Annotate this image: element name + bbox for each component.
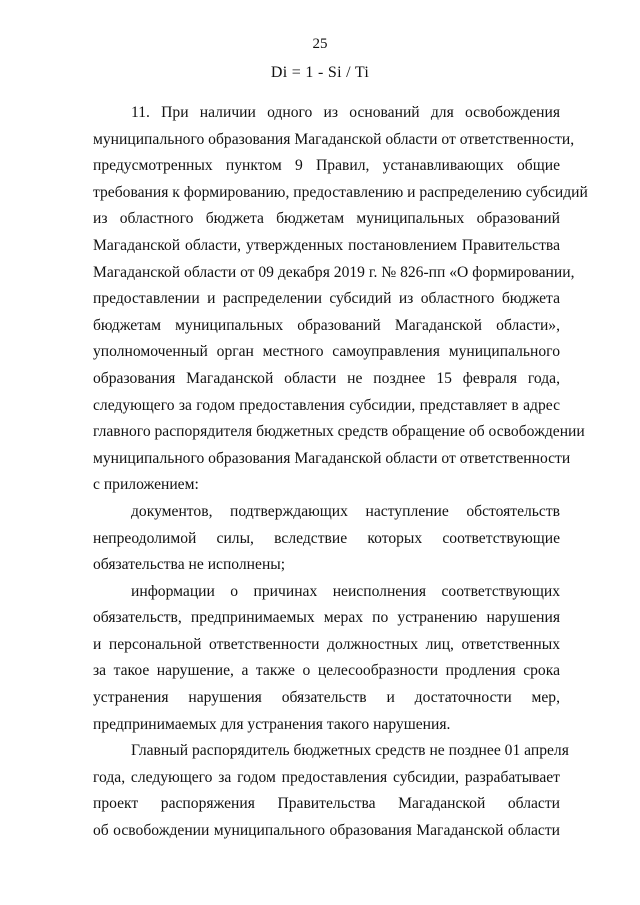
text-line: проект распоряжения Правительства Магаданской области: [93, 795, 560, 813]
text-line: за такое нарушение, а также о целесообразности продления срока: [93, 662, 560, 680]
text-line: Магаданской области от 09 декабря 2019 г. № 826-пп «О формировании,: [93, 263, 575, 281]
text-line: предпринимаемых для устранения такого нарушения.: [93, 715, 451, 733]
text-line: образования Магаданской области не позднее 15 февраля года,: [93, 369, 560, 387]
text-line: и персональной ответственности должностных лиц, ответственных: [93, 635, 560, 653]
text-line: обязательства не исполнены;: [93, 556, 286, 574]
text-line: обязательств, предпринимаемых мерах по устранению нарушения: [93, 609, 560, 627]
formula: Di = 1 - Si / Ti: [270, 64, 370, 81]
text-line: непреодолимой силы, вследствие которых соответствующие: [93, 529, 560, 547]
text-line: об освобождении муниципального образования Магаданской области: [93, 822, 560, 840]
text-line: документов, подтверждающих наступление обстоятельств: [131, 502, 560, 520]
paragraph-11: [93, 100, 588, 499]
text-line: предоставлении и распределении субсидий из областного бюджета: [93, 290, 560, 308]
text-line: Главный распорядитель бюджетных средств не позднее 01 апреля: [131, 742, 569, 760]
text-line: устранения нарушения обязательств и достаточности мер,: [93, 689, 560, 707]
paragraph-chief-manager: [93, 738, 569, 844]
paragraph-documents: [93, 499, 560, 579]
text-line: 11. При наличии одного из оснований для освобождения: [131, 104, 560, 121]
text-line: Магаданской области, утвержденных постановлением Правительства: [93, 236, 560, 254]
text-line: предусмотренных пунктом 9 Правил, устанавливающих общие: [93, 157, 560, 175]
text-line: бюджетам муниципальных образований Магаданской области»,: [93, 316, 560, 334]
text-line: уполномоченный орган местного самоуправления муниципального: [93, 343, 560, 361]
body-text: [93, 100, 588, 845]
text-line: главного распорядителя бюджетных средств обращение об освобождении: [93, 423, 585, 441]
text-line: требования к формированию, предоставлению и распределению субсидий: [93, 183, 588, 201]
text-line: с приложением:: [93, 476, 199, 494]
text-line: из областного бюджета бюджетам муниципальных образований: [93, 210, 560, 228]
paragraph-information: [93, 579, 560, 739]
text-line: года, следующего за годом предоставления субсидии, разрабатывает: [93, 768, 560, 786]
text-line: следующего за годом предоставления субсидии, представляет в адрес: [93, 396, 560, 414]
text-line: муниципального образования Магаданской области от ответственности,: [93, 130, 575, 148]
text-line: информации о причинах неисполнения соответствующих: [131, 582, 560, 600]
page-number: 25: [312, 36, 328, 52]
text-line: муниципального образования Магаданской области от ответственности: [93, 449, 571, 467]
